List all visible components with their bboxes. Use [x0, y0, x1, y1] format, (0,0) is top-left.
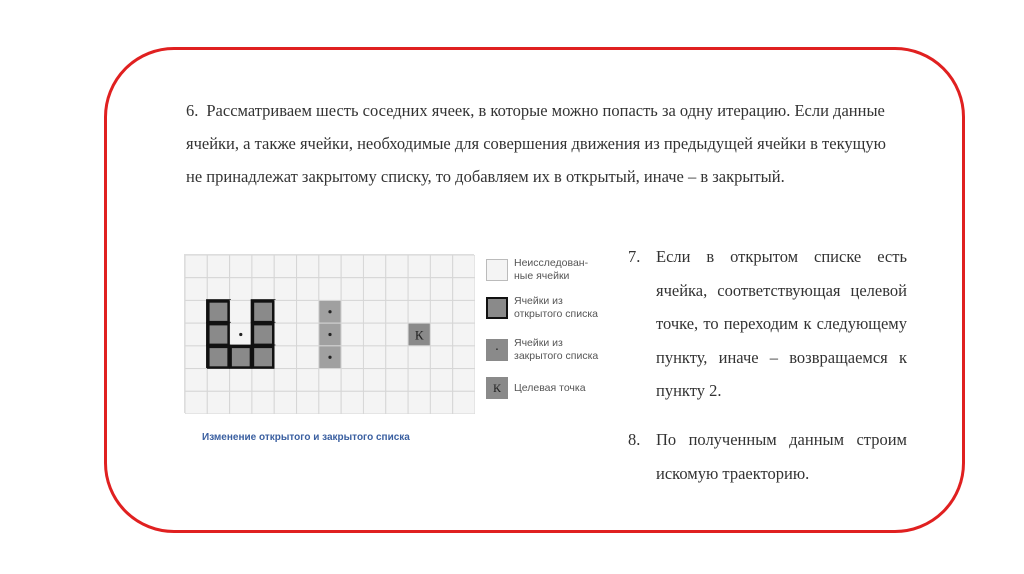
grid-cell: [453, 346, 475, 369]
grid-cell: [185, 323, 207, 346]
grid-cell: [363, 369, 385, 392]
grid-cell: [453, 300, 475, 323]
grid-cell: [185, 391, 207, 414]
grid-cell: [274, 278, 296, 301]
cell-dot: [328, 333, 331, 336]
grid-cell: [274, 323, 296, 346]
grid-cell: [252, 391, 274, 414]
grid-cell: [408, 391, 430, 414]
grid-cell: [319, 391, 341, 414]
legend-target-label: Целевая точка: [514, 381, 586, 394]
closed-swatch: ·: [486, 339, 508, 361]
legend-target: [486, 377, 586, 399]
grid-cell: [430, 278, 452, 301]
grid-svg: [185, 255, 475, 414]
grid-cell: [274, 346, 296, 369]
grid-cell: [430, 255, 452, 278]
grid-cell: [252, 255, 274, 278]
grid-cell: [430, 346, 452, 369]
legend-closed-label: Ячейки из закрытого списка: [514, 337, 599, 362]
grid-cell: [363, 300, 385, 323]
grid-cell: [274, 369, 296, 392]
grid-cell: [252, 278, 274, 301]
grid-cell: [297, 255, 319, 278]
grid-cell: [207, 278, 229, 301]
step-6-number: 6.: [186, 101, 199, 120]
grid-cell: [386, 391, 408, 414]
cell-dot: [328, 356, 331, 359]
grid-cell: [297, 300, 319, 323]
grid-cell: [341, 369, 363, 392]
step-6-paragraph: [186, 94, 886, 193]
grid-cell: [341, 255, 363, 278]
open-cell: [207, 300, 229, 323]
grid-cell: [207, 391, 229, 414]
search-grid-figure: [184, 254, 474, 413]
open-cell: [252, 300, 274, 323]
open-cell: [252, 346, 274, 369]
grid-cell: [207, 255, 229, 278]
grid-cell: [453, 278, 475, 301]
grid-cell: [386, 255, 408, 278]
legend-closed: [486, 337, 614, 363]
grid-cell: [408, 278, 430, 301]
grid-cell: [408, 369, 430, 392]
grid-cell: [341, 300, 363, 323]
legend-unexplored: [486, 257, 600, 283]
step-6-text: Рассматриваем шесть соседних ячеек, в которые можно попасть за одну итерацию. Если данные ячейки, а также ячейки, необходимые для совершения движения из предыдущей ячейки в текущую не принадлежат закрытому списку, то добавляем их в открытый, иначе – в закрытый.: [186, 101, 886, 186]
grid-cell: [386, 346, 408, 369]
grid-cell: [252, 369, 274, 392]
grid-cell: [274, 391, 296, 414]
grid-cell: [453, 255, 475, 278]
grid-cell: [363, 255, 385, 278]
grid-cell: [453, 391, 475, 414]
grid-cell: [297, 346, 319, 369]
grid-cell: [185, 346, 207, 369]
grid-cell: [274, 300, 296, 323]
grid-cell: [341, 391, 363, 414]
grid-cell: [297, 369, 319, 392]
step-7-number: 7.: [628, 247, 641, 266]
grid-cell: [185, 300, 207, 323]
grid-cell: [430, 369, 452, 392]
grid-cell: [363, 391, 385, 414]
open-cell: [207, 323, 229, 346]
grid-cell: [230, 255, 252, 278]
grid-cell: [363, 346, 385, 369]
grid-cell: [363, 278, 385, 301]
grid-cell: [341, 278, 363, 301]
cell-dot: [239, 333, 242, 336]
grid-cell: [230, 391, 252, 414]
grid-cell: [386, 369, 408, 392]
cell-dot: [328, 310, 331, 313]
grid-cell: [319, 278, 341, 301]
step-8-number: 8.: [628, 430, 641, 449]
open-cell: [252, 323, 274, 346]
figure-caption: Изменение открытого и закрытого списка: [202, 432, 410, 443]
grid-cell: [297, 391, 319, 414]
step-8-item: [628, 423, 907, 490]
grid-cell: [341, 346, 363, 369]
grid-cell: [230, 278, 252, 301]
grid-cell: [297, 323, 319, 346]
grid-cell: [185, 278, 207, 301]
grid-cell: [408, 346, 430, 369]
grid-cell: [430, 300, 452, 323]
grid-cell: [430, 391, 452, 414]
grid-cell: [297, 278, 319, 301]
grid-cell: [207, 369, 229, 392]
grid-cell: [408, 300, 430, 323]
step-7-text: Если в открытом списке есть ячейка, соответствующая целевой точке, то переходим к следующему пункту, иначе – возвращаемся к пункту 2.: [656, 247, 907, 400]
grid-cell: [341, 323, 363, 346]
grid-cell: [453, 323, 475, 346]
legend-open-label: Ячейки из открытого списка: [514, 295, 598, 320]
grid-cell: [363, 323, 385, 346]
grid-cell: [230, 369, 252, 392]
target-cell-label: К: [414, 327, 424, 343]
grid-cell: [386, 323, 408, 346]
open-cell: [207, 346, 229, 369]
step-7-item: [628, 240, 907, 408]
grid-cell: [230, 300, 252, 323]
grid-cell: [319, 255, 341, 278]
grid-cell: [430, 323, 452, 346]
grid-cell: [274, 255, 296, 278]
unexplored-swatch: [486, 259, 508, 281]
grid-cell: [386, 278, 408, 301]
legend-unexplored-label: Неисследован-ные ячейки: [514, 257, 589, 282]
grid-cell: [319, 369, 341, 392]
legend-open: [486, 295, 614, 321]
target-swatch: К: [486, 377, 508, 399]
grid-cell: [453, 369, 475, 392]
grid-cell: [408, 255, 430, 278]
grid-cell: [386, 300, 408, 323]
step-8-text: По полученным данным строим искомую траекторию.: [656, 430, 907, 483]
open-cell: [230, 346, 252, 369]
grid-cell: [185, 255, 207, 278]
open-swatch: [486, 297, 508, 319]
grid-cell: [185, 369, 207, 392]
